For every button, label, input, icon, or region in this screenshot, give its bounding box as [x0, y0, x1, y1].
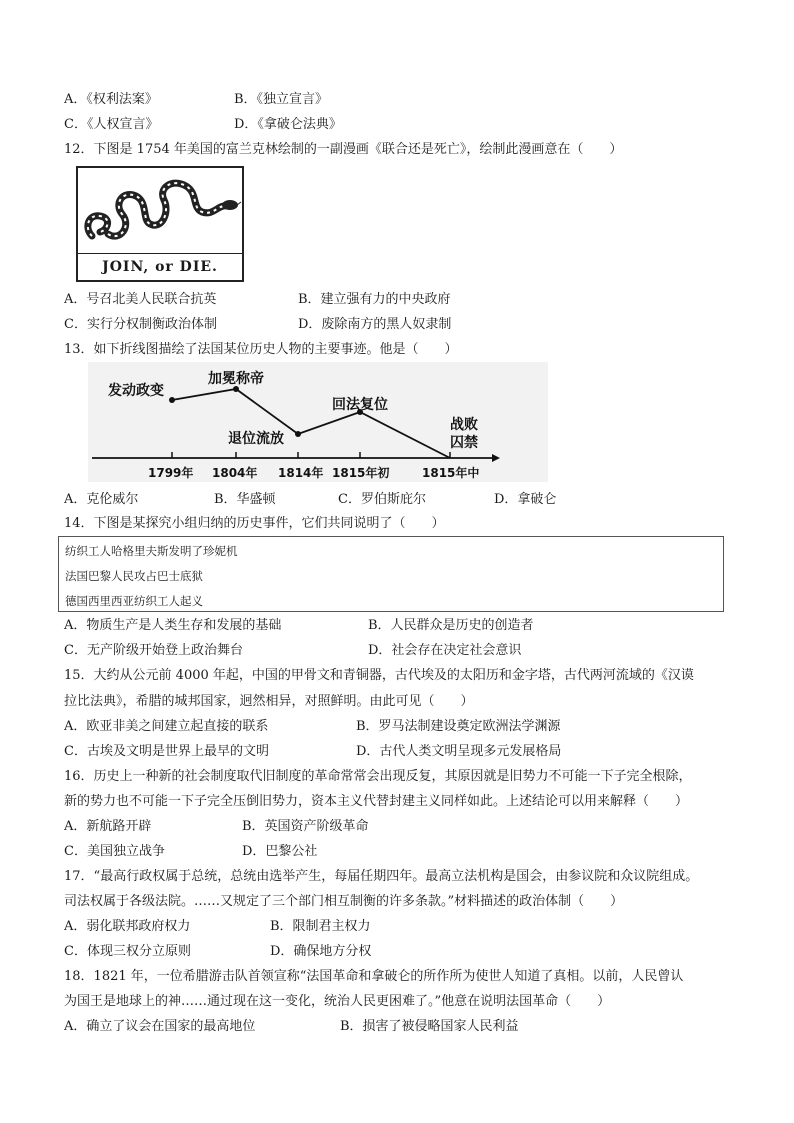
q13-stem: 13．如下折线图描绘了法国某位历史人物的主要事迹。他是（ ）	[64, 342, 458, 357]
event-coup: 发动政变	[108, 383, 164, 399]
q17-stem-line1: 17．“最高行政权属于总统，总统由选举产生，每届任期四年。最高立法机构是国会，由参议院和众议院组成。	[64, 869, 699, 884]
q17-stem-line2: 司法权属于各级法院。……又规定了三个部门相互制衡的许多条款。”材料描述的政治体制（ ）	[64, 894, 624, 909]
q13-option-a: A．克伦威尔	[64, 492, 139, 507]
box-row-1: 纺织工人哈格里夫斯发明了珍妮机	[65, 544, 238, 558]
q15-option-b: B．罗马法制建设奠定欧洲法学渊源	[356, 719, 561, 734]
q11-option-d: D．《拿破仑法典》	[234, 117, 342, 132]
event-coronation: 加冕称帝	[208, 371, 264, 387]
year-1799: 1799年	[148, 466, 194, 480]
cartoon-caption: JOIN, or DIE.	[102, 259, 218, 275]
q15-option-a: A．欧亚非美之间建立起直接的联系	[64, 719, 269, 734]
q17-option-d: D．确保地方分权	[270, 944, 372, 959]
q16-option-a: A．新航路开辟	[64, 819, 152, 834]
year-1804: 1804年	[212, 466, 258, 480]
q16-stem-line1: 16．历史上一种新的社会制度取代旧制度的革命常常会出现反复，其原因就是旧势力不可能一下子完全根除，	[64, 769, 692, 784]
join-or-die-cartoon	[76, 166, 244, 282]
q11-option-a: A．《权利法案》	[64, 92, 158, 107]
year-1815-early: 1815年初	[332, 466, 390, 480]
q17-option-c: C．体现三权分立原则	[64, 944, 191, 959]
q15-option-d: D．古代人类文明呈现多元发展格局	[356, 744, 562, 759]
year-1815-mid: 1815年中	[422, 466, 480, 480]
q12-option-a: A．号召北美人民联合抗英	[64, 292, 217, 307]
q11-option-b: B．《独立宣言》	[234, 92, 329, 107]
q12-option-c: C．实行分权制衡政治体制	[64, 317, 217, 332]
snake-icon	[78, 168, 242, 252]
q15-stem-line1: 15．大约从公元前 4000 年起，中国的甲骨文和青铜器，古代埃及的太阳历和金字塔，古代两河流域的《汉谟	[64, 668, 694, 683]
box-row-2: 法国巴黎人民攻占巴士底狱	[65, 569, 203, 583]
year-1814: 1814年	[278, 466, 324, 480]
q14-option-d: D．社会存在决定社会意识	[368, 643, 522, 658]
cartoon-divider	[78, 253, 242, 254]
q13-option-c: C．罗伯斯庇尔	[338, 492, 426, 507]
q18-option-b: B．损害了被侵略国家人民利益	[340, 1019, 519, 1034]
history-events-box	[58, 536, 724, 612]
q13-option-d: D．拿破仑	[494, 492, 557, 507]
napoleon-timeline	[88, 362, 548, 482]
q16-option-b: B．英国资产阶级革命	[242, 819, 369, 834]
q11-option-c: C．《人权宣言》	[64, 117, 159, 132]
q13-option-b: B．华盛顿	[214, 492, 276, 507]
q12-stem: 12．下图是 1754 年美国的富兰克林绘制的一副漫画《联合还是死亡》，绘制此漫画意在（ ）	[64, 142, 623, 157]
q18-stem-line2: 为国王是地球上的神……通过现在这一变化，统治人民更困难了。”他意在说明法国革命（ ）	[64, 994, 611, 1009]
q14-stem: 14．下图是某探究小组归纳的历史事件，它们共同说明了（ ）	[64, 516, 445, 531]
q17-option-b: B．限制君主权力	[270, 919, 371, 934]
q14-option-a: A．物质生产是人类生存和发展的基础	[64, 618, 282, 633]
q14-option-b: B．人民群众是历史的创造者	[368, 618, 534, 633]
q18-option-a: A．确立了议会在国家的最高地位	[64, 1019, 256, 1034]
q16-option-d: D．巴黎公社	[242, 844, 318, 859]
q16-option-c: C．美国独立战争	[64, 844, 165, 859]
q15-option-c: C．古埃及文明是世界上最早的文明	[64, 744, 269, 759]
q12-option-d: D．废除南方的黑人奴隶制	[298, 317, 452, 332]
event-defeat: 战败	[450, 417, 478, 433]
event-exile: 退位流放	[228, 431, 284, 447]
event-restoration: 回法复位	[332, 397, 388, 413]
q12-option-b: B．建立强有力的中央政府	[298, 292, 451, 307]
q15-stem-line2: 拉比法典》，希腊的城邦国家，迥然相异，对照鲜明。由此可见（ ）	[64, 694, 474, 709]
box-row-3: 德国西里西亚纺织工人起义	[65, 594, 203, 608]
q18-stem-line1: 18．1821 年，一位希腊游击队首领宣称“法国革命和拿破仑的所作所为使世人知道了真相。以前，人民曾认	[64, 969, 684, 984]
q14-option-c: C．无产阶级开始登上政治舞台	[64, 643, 243, 658]
q16-stem-line2: 新的势力也不可能一下子完全压倒旧势力，资本主义代替封建主义同样如此。上述结论可以用来解释（ ）	[64, 794, 689, 809]
q17-option-a: A．弱化联邦政府权力	[64, 919, 191, 934]
event-imprisonment: 囚禁	[450, 435, 478, 451]
